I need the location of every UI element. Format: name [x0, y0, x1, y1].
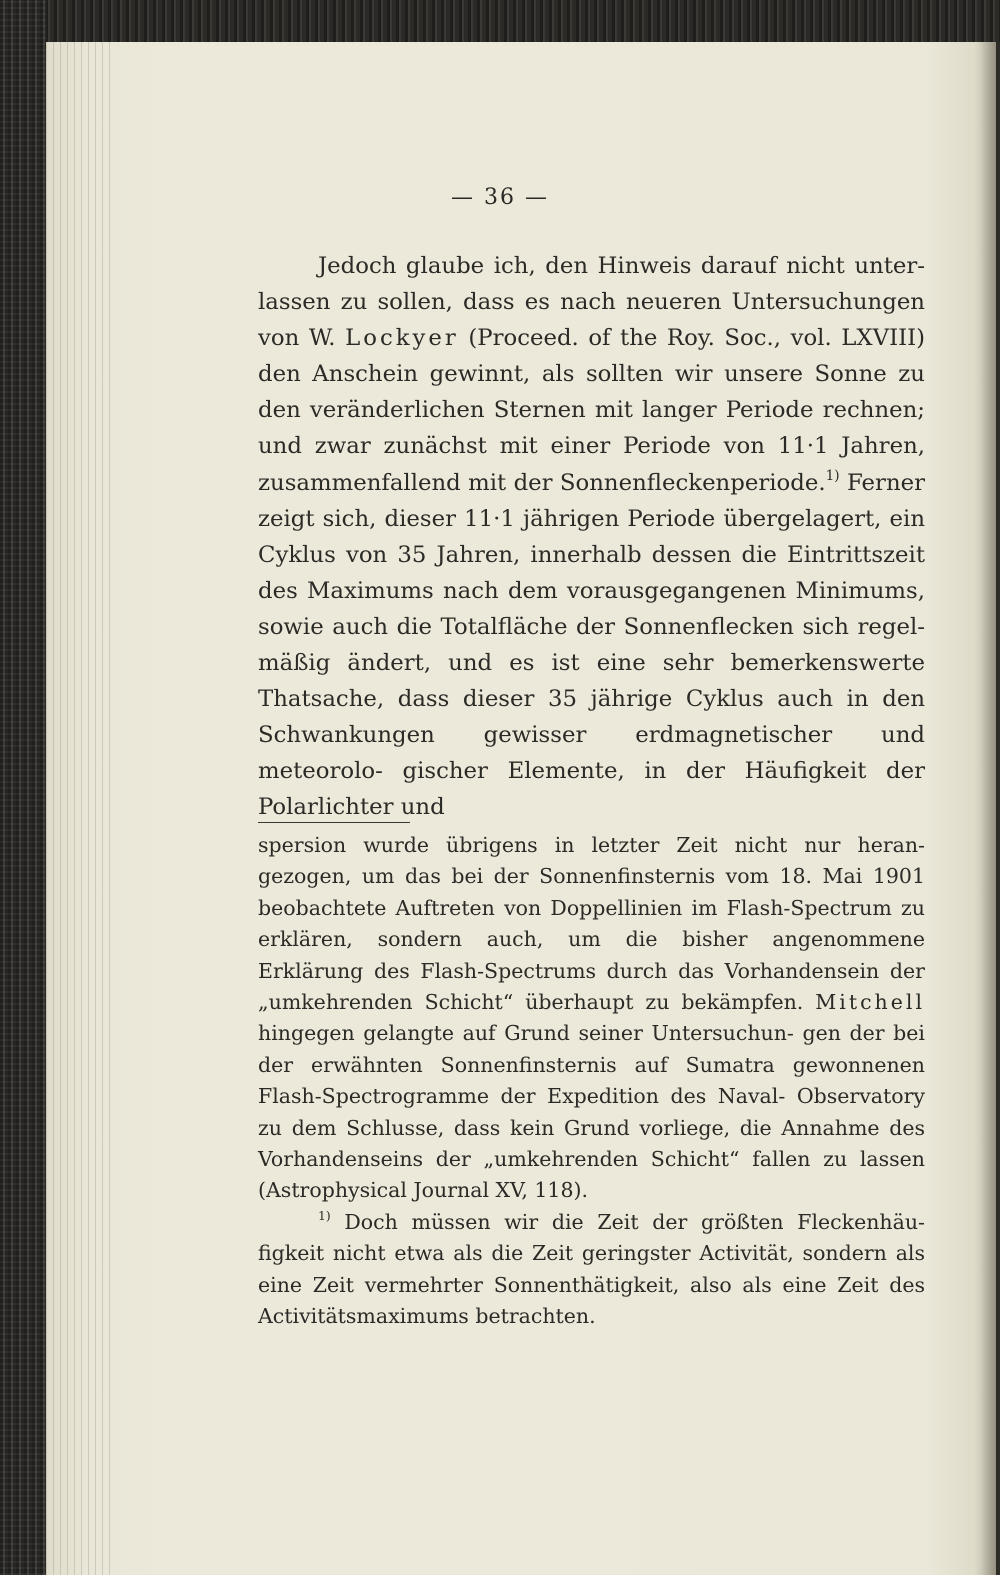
footnote-line: gezogen, um das bei der Sonnenfinsternis vom 18. Mai 1901 — [258, 864, 925, 889]
footnote-line: Erklärung des Flash-Spectrums durch das Vorhandensein — [258, 958, 880, 983]
body-line: den Anschein gewinnt, als sollten wir unsere Sonne zu — [258, 361, 925, 388]
footnote-marker: 1) — [318, 1208, 331, 1223]
body-line: Thatsache, dass dieser 35 jährige Cyklus auch in den — [258, 686, 925, 713]
footnote-line: Zeit des Activitätsmaximums betrachten. — [258, 1272, 925, 1329]
footnotes — [258, 830, 925, 1333]
body-line: des Maximums nach dem vorausgegangenen Minimums, — [258, 577, 925, 604]
footnote-line: Observatory zu dem Schlusse, dass kein Grund vorliege, die — [258, 1084, 925, 1140]
footnote-separator — [258, 822, 410, 823]
body-line: den veränderlichen Sternen mit langer Periode rechnen; — [258, 397, 925, 424]
scan-top-edge — [0, 0, 1000, 42]
author-name: Lockyer — [345, 325, 459, 352]
footnote-line: der „umkehrenden Schicht“ überhaupt zu bekämpfen. — [258, 958, 925, 1015]
book-cover-edge — [0, 0, 46, 1575]
body-line: sowie auch die Totalfläche der Sonnenflecken sich regel- — [258, 613, 925, 640]
body-line: Schwankungen gewisser erdmagnetischer und meteorolo- — [258, 722, 925, 785]
body-line: gischer Elemente, in der Häufigkeit der Polarlichter und — [258, 758, 925, 821]
body-line: zusammenfallend mit der Sonnenfleckenperiode. — [258, 469, 826, 496]
body-line: Ferner — [846, 469, 926, 496]
footnote-line: spersion wurde übrigens in letzter Zeit nicht nur heran- — [258, 833, 925, 857]
author-name: Mitchell — [815, 990, 925, 1015]
footnote-line: zu erklären, sondern auch, um die bisher angenommene — [258, 895, 925, 952]
page-number: — 36 — — [451, 185, 549, 210]
footnote-line: hingegen gelangte auf Grund seiner Untersuchun- — [258, 1021, 794, 1046]
footnote-line: gewonnenen Flash-Spectrogramme der Expedition des Naval- — [258, 1052, 925, 1109]
footnote-reference: 1) — [825, 467, 840, 484]
footnote-line: fallen zu lassen (Astrophysical Journal XV, 118). — [258, 1147, 925, 1203]
main-paragraph — [258, 248, 925, 826]
footnote-line: Annahme des Vorhandenseins der „umkehrenden Schicht“ — [258, 1115, 925, 1172]
footnote-line: gen der bei der erwähnten Sonnenfinsternis auf Sumatra — [258, 1021, 925, 1077]
body-line: zeigt sich, dieser 11·1 jährigen Periode übergelagert, ein — [258, 505, 925, 532]
gutter-shadow — [975, 42, 1000, 1575]
body-line: Cyklus von 35 Jahren, innerhalb dessen die Eintrittszeit — [258, 541, 925, 568]
footnote-line: als eine Zeit vermehrter Sonnenthätigkeit, also als eine — [258, 1241, 925, 1297]
body-line: von W. — [258, 325, 336, 352]
footnote-line: Doch müssen wir die Zeit der größten Fleckenhäu- — [344, 1209, 925, 1234]
body-line: mäßig ändert, und es ist eine sehr bemerkenswerte — [258, 650, 925, 677]
body-line: lassen zu sollen, dass es nach neueren Untersuchungen — [258, 289, 925, 316]
body-line: Jedoch glaube ich, den Hinweis darauf nicht unter- — [318, 253, 925, 279]
footnote-line: figkeit nicht etwa als die Zeit geringster Activität, sondern — [258, 1241, 887, 1266]
page-stack-edges — [46, 42, 116, 1575]
body-line: (Proceed. of the Roy. Soc., vol. LXVIII) — [468, 325, 925, 352]
footnote-line: beobachtete Auftreten von Doppellinien im Flash-Spectrum — [258, 895, 892, 920]
body-line: und zwar zunächst mit einer Periode von 11·1 Jahren, — [258, 433, 925, 460]
